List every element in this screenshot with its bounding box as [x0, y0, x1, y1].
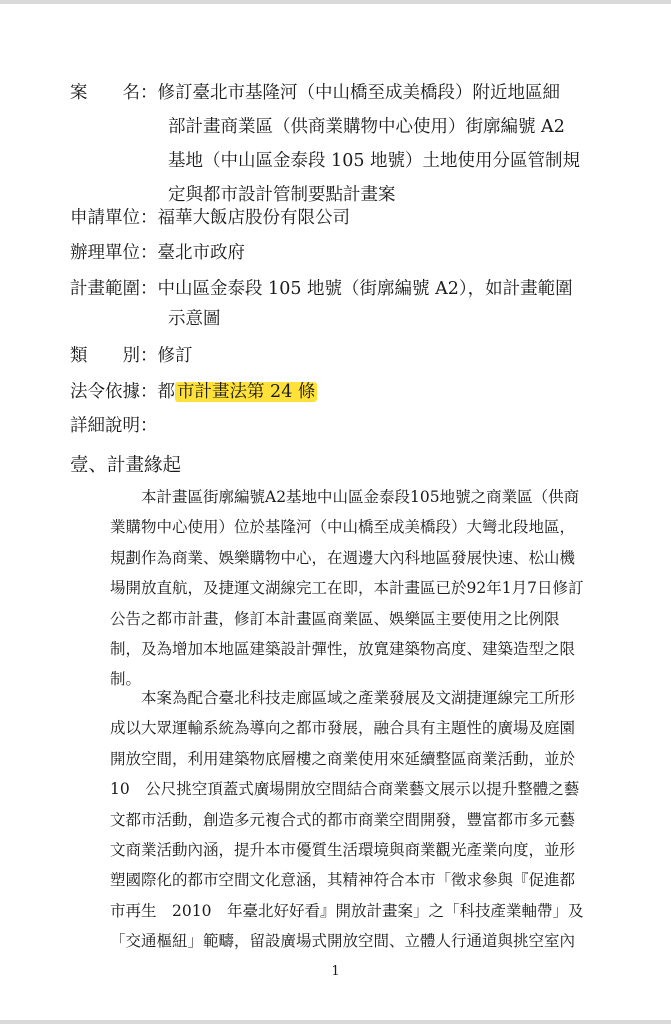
document-page [0, 4, 671, 1020]
handler-row [70, 236, 245, 270]
paragraph-2-line: 本案為配合臺北科技走廊區域之產業發展及文湖捷運線完工所形 [141, 689, 576, 707]
section-heading: 壹、計畫緣起 [70, 455, 182, 476]
paragraph-2 [110, 683, 618, 957]
paragraph-2-line: 開放空間，利用建築物底層樓之商業使用來延續整區商業活動，並於 [110, 749, 576, 768]
paragraph-1-line: 規劃作為商業、娛樂購物中心，在週邊大內科地區發展快速、松山機 [110, 548, 576, 567]
paragraph-2-line: 10 公尺挑空頂蓋式廣場開放空間結合商業藝文展示以提升整體之藝 [110, 780, 580, 799]
plan-scope-line-2: 示意圖 [168, 309, 221, 329]
applicant-value: 福華大飯店股份有限公司 [157, 208, 350, 228]
case-name-line-4: 定與都市設計管制要點計畫案 [168, 185, 396, 205]
legal-basis-row [70, 375, 317, 409]
paragraph-1-line: 業購物中心使用）位於基隆河（中山橋至成美橋段）大彎北段地區， [110, 518, 576, 537]
paragraph-2-line: 市再生 2010 年臺北好好看』開放計畫案」之「科技產業軸帶」及 [110, 901, 584, 920]
paragraph-1 [110, 482, 618, 695]
handler-value: 臺北市政府 [157, 243, 245, 263]
plan-scope-row [70, 272, 573, 306]
applicant-label: 申請單位： [70, 208, 158, 228]
paragraph-2-line: 文商業活動內涵，提升本市優質生活環境與商業觀光產業向度，並形 [110, 841, 576, 860]
case-name-line-2: 部計畫商業區（供商業購物中心使用）街廓編號 A2 [168, 117, 565, 137]
paragraph-2-line: 「交通樞紐」範疇，留設廣場式開放空間、立體人行通道與挑空室內 [110, 932, 576, 951]
case-name-label: 案 名： [70, 83, 158, 103]
category-label: 類 別： [70, 346, 158, 366]
applicant-row [70, 201, 350, 235]
details-label: 詳細說明： [70, 416, 158, 436]
paragraph-1-line: 制，及為增加本地區建築設計彈性，放寬建築物高度、建築造型之限 [110, 640, 576, 659]
paragraph-1-line: 制。 [110, 670, 142, 689]
paragraph-2-line: 塑國際化的都市空間文化意涵，其精神符合本市「徵求參與『促進都 [110, 871, 576, 890]
paragraph-2-line: 成以大眾運輸系統為導向之都市發展，融合具有主題性的廣場及庭園 [110, 719, 576, 738]
legal-basis-prefix: 都 [157, 382, 175, 402]
paragraph-1-line: 場開放直航，及捷運文湖線完工在即，本計畫區已於92年1月7日修訂 [110, 579, 584, 598]
category-row [70, 339, 193, 373]
page-number: 1 [331, 964, 340, 979]
case-name-line-1: 修訂臺北市基隆河（中山橋至成美橋段）附近地區細 [157, 83, 560, 103]
paragraph-2-line: 文都市活動，創造多元複合式的都市商業空間開發，豐富都市多元藝 [110, 810, 576, 829]
handler-label: 辦理單位： [70, 243, 158, 263]
plan-scope-label: 計畫範圍： [70, 279, 158, 299]
paragraph-1-line: 本計畫區街廓編號A2基地中山區金泰段105地號之商業區（供商 [141, 488, 580, 506]
case-name-row [70, 76, 560, 110]
details-row [70, 409, 158, 443]
plan-scope-line-1: 中山區金泰段 105 地號（街廓編號 A2），如計畫範圍 [157, 279, 573, 299]
paragraph-1-line: 公告之都市計畫，修訂本計畫區商業區、娛樂區主要使用之比例限 [110, 609, 560, 628]
case-name-line-3: 基地（中山區金泰段 105 地號）土地使用分區管制規 [168, 151, 581, 171]
legal-basis-label: 法令依據： [70, 382, 158, 402]
category-value: 修訂 [157, 346, 193, 366]
legal-basis-highlight: 市計畫法第 24 條 [177, 382, 316, 402]
